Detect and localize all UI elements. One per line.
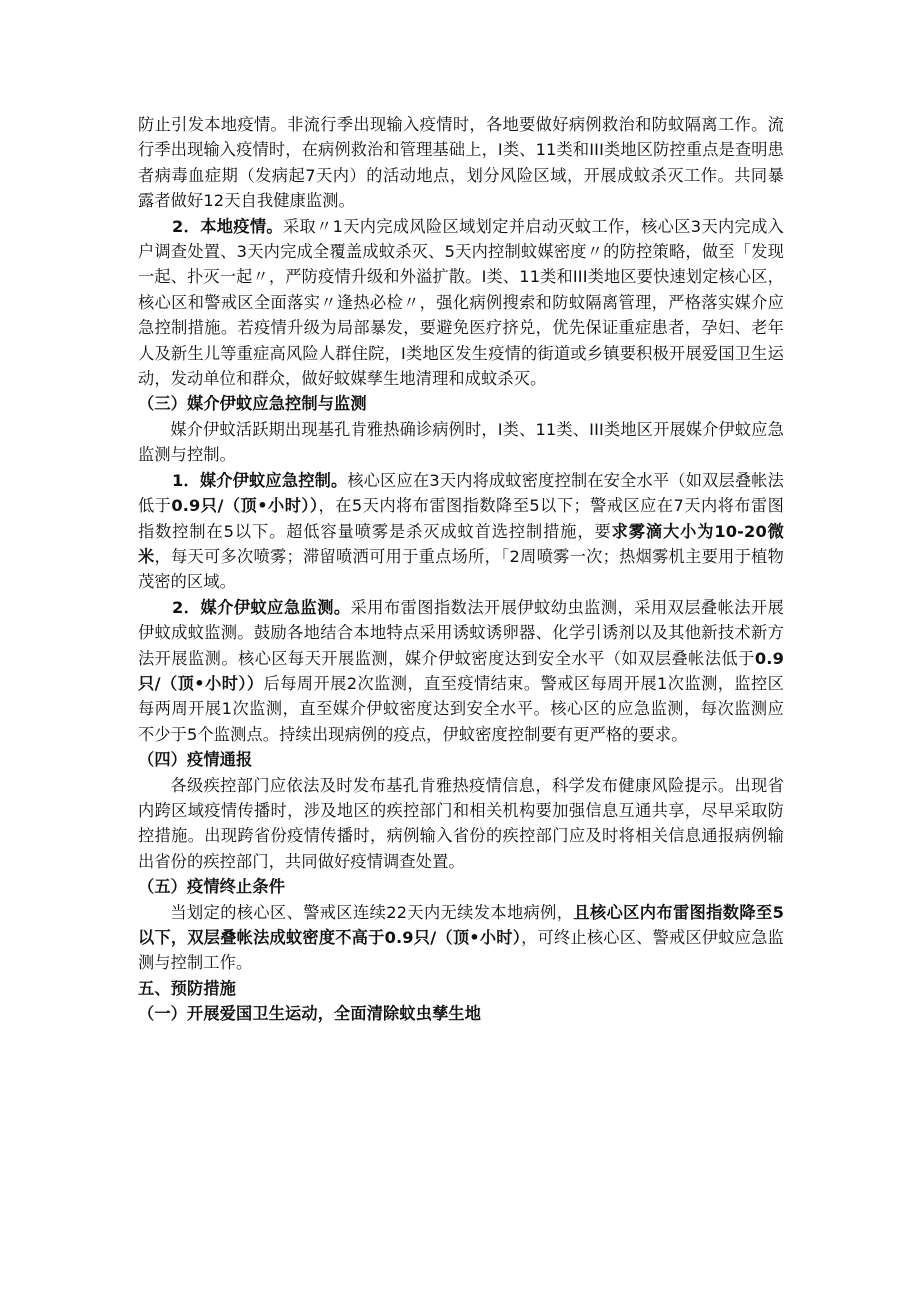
emergency-control-text-c: ，每天可多次喷雾；滞留喷洒可用于重点场所，「2周喷雾一次；热烟雾机主要用于植物茂密的区域。 [138, 546, 785, 592]
paragraph-emergency-monitoring [138, 595, 784, 747]
emergency-monitoring-text-b: 后每周开展2次监测，直至疫情结束。警戒区每周开展1次监测，监控区每两周开展1次监测，直至媒介伊蚊密度达到安全水平。核心区的应急监测，每次监测应不少于5个监测点。持续出现病例的疫点，伊蚊密度控制要有更严格的要求。 [138, 673, 784, 744]
paragraph-vector-intro: 媒介伊蚊活跃期出现基孔肯雅热确诊病例时，I类、11类、III类地区开展媒介伊蚊应急监测与控制。 [138, 419, 784, 465]
section-heading-reporting: （四）疫情通报 [138, 750, 253, 770]
subheading-emergency-control: 1．媒介伊蚊应急控制。 [172, 470, 348, 490]
paragraph-local-epidemic-text: 采取〃1天内完成风险区域划定并启动灭蚊工作，核心区3天内完成入户调查处置、3天内完成全覆盖成蚊杀灭、5天内控制蚊媒密度〃的防控策略，做至「发现一起、扑灭一起〃，严防疫情升级和外溢扩散。I类、11类和III类地区要快速划定核心区，核心区和警戒区全面落实〃逢热必检〃，强化病例搜索和防蚊隔离管理，严格落实媒介应急控制措施。若疫情升级为局部暴发，要避免医疗挤兑，优先保证重症患者，孕妇、老年人及新生儿等重症高风险人群住院，I类地区发生疫情的街道或乡镇要积极开展爱国卫生运动，发动单位和群众，做好蚊媒孳生地清理和成蚊杀灭。 [138, 216, 784, 389]
paragraph-local-epidemic [138, 214, 784, 392]
subheading-emergency-monitoring: 2．媒介伊蚊应急监测。 [172, 597, 351, 617]
section-heading-patriotic-health: （一）开展爱国卫生运动，全面清除蚊虫孳生地 [138, 1004, 482, 1024]
section-heading-termination: （五）疫情终止条件 [138, 877, 286, 897]
emergency-monitoring-threshold: 0.9只/（顶•小时）） [138, 648, 784, 693]
subheading-local-epidemic: 2．本地疫情。 [172, 216, 283, 236]
termination-text-a: 当划定的核心区、警戒区连续22天内无续发本地病例， [170, 902, 574, 922]
termination-text-b: ，可终止核心区、警戒区伊蚊应急监测与控制工作。 [138, 928, 785, 973]
document-page [138, 112, 784, 1027]
termination-criteria: 且核心区内布雷图指数降至5以下，双层叠帐法成蚊密度不高于0.9只/（顶•小时） [138, 902, 784, 947]
emergency-monitoring-text-a: 采用布雷图指数法开展伊蚊幼虫监测，采用双层叠帐法开展伊蚊成蚊监测。鼓励各地结合本地特点采用诱蚊诱卵器、化学引诱剂以及其他新技术新方法开展监测。核心区每天开展监测，媒介伊蚊密度达到安全水平（如双层叠帐法低于 [138, 597, 784, 668]
emergency-control-droplet-size: 求雾滴大小为10-20微米 [138, 521, 785, 566]
paragraph-import-epidemic: 防止引发本地疫情。非流行季出现输入疫情时，各地要做好病例救治和防蚊隔离工作。流行季出现输入疫情时，在病例救治和管理基础上，I类、11类和III类地区防控重点是查明患者病毒血症期（发病起7天内）的活动地点，划分风险区域，开展成蚊杀灭工作。共同暴露者做好12天自我健康监测。 [138, 115, 784, 211]
emergency-control-threshold: 0.9只/（顶•小时）） [171, 496, 319, 516]
emergency-control-text-b: ，在5天内将布雷图指数降至5以下；警戒区应在7天内将布雷图指数控制在5以下。超低容量喷雾是杀灭成蚊首选控制措施，要 [138, 496, 784, 541]
section-heading-vector-control: （三）媒介伊蚊应急控制与监测 [138, 394, 367, 414]
paragraph-reporting: 各级疾控部门应依法及时发布基孔肯雅热疫情信息，科学发布健康风险提示。出现省内跨区域疫情传播时，涉及地区的疾控部门和相关机构要加强信息互通共享，尽早采取防控措施。出现跨省份疫情传播时，病例输入省份的疾控部门应及时将相关信息通报病例输出省份的疾控部门，共同做好疫情调查处置。 [138, 775, 784, 871]
chapter-heading-prevention: 五、预防措施 [138, 978, 237, 998]
paragraph-emergency-control [138, 468, 784, 595]
paragraph-termination [138, 900, 784, 976]
emergency-control-text-a: 核心区应在3天内将成蚊密度控制在安全水平（如双层叠帐法低于 [138, 470, 784, 516]
